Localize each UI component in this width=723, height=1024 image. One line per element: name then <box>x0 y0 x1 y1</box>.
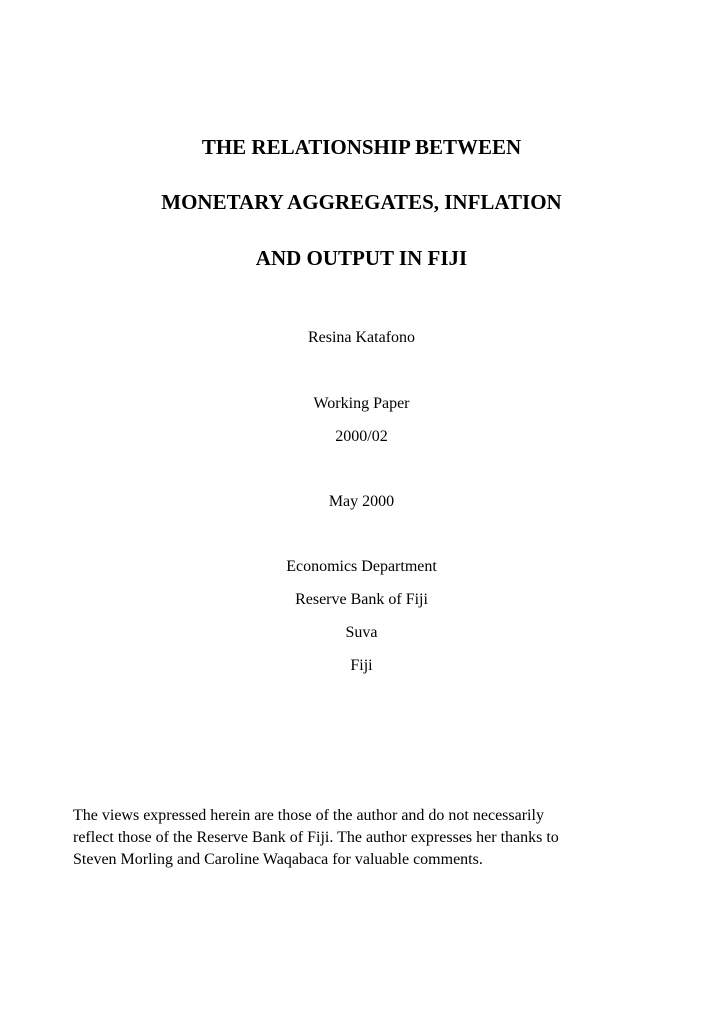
series-number: 2000/02 <box>335 428 388 445</box>
series-label: Working Paper <box>313 395 410 412</box>
disclaimer-line-2: reflect those of the Reserve Bank of Fiji. The author expresses her thanks to <box>73 829 559 846</box>
institution: Reserve Bank of Fiji <box>295 591 428 608</box>
city: Suva <box>345 624 378 641</box>
title-line-2: MONETARY AGGREGATES, INFLATION <box>161 190 562 214</box>
author-name: Resina Katafono <box>307 329 416 346</box>
disclaimer-line-1: The views expressed herein are those of the author and do not necessarily <box>73 807 544 824</box>
disclaimer-paragraph <box>73 805 663 871</box>
publication-date: May 2000 <box>328 493 395 510</box>
country: Fiji <box>350 657 373 674</box>
title-line-1: THE RELATIONSHIP BETWEEN <box>201 135 522 159</box>
disclaimer-line-3: Steven Morling and Caroline Waqabaca for valuable comments. <box>73 851 483 868</box>
title-line-3: AND OUTPUT IN FIJI <box>255 246 468 270</box>
department: Economics Department <box>286 558 437 575</box>
